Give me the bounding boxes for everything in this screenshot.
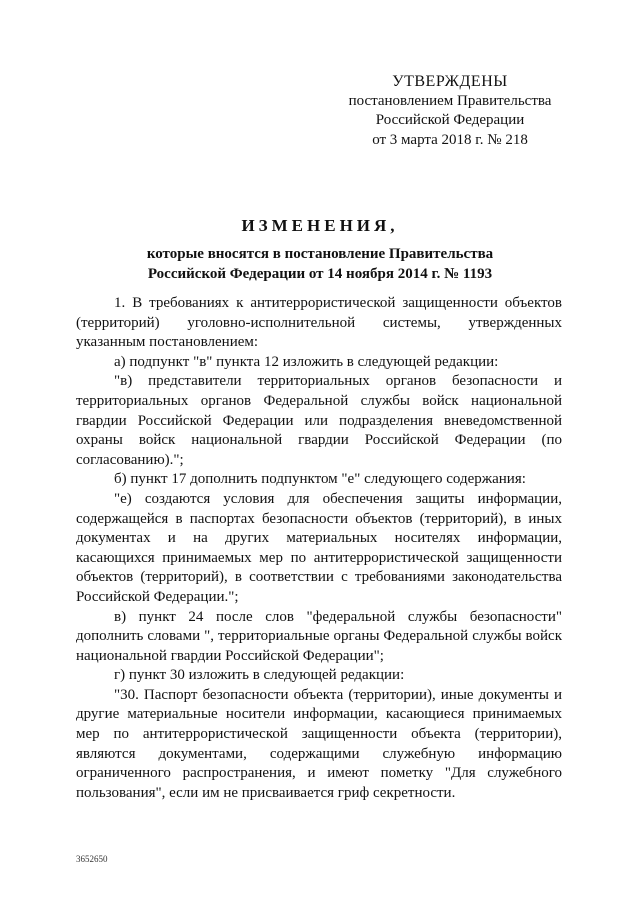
paragraph-g-text: "30. Паспорт безопасности объекта (территории), иные документы и другие материальные носители информации, касающиеся принимаемых мер по антитеррористической защищенности объекта (территории), являются документами, содержащими служебную информацию ограниченного распространения, и имеют пометку "Для служебного пользования", если им не присваивается гриф секретности. (76, 686, 562, 801)
approval-line-resolution: постановлением Правительства (348, 92, 552, 109)
document-title: ИЗМЕНЕНИЯ, (241, 216, 399, 235)
approval-stamp (330, 72, 570, 150)
document-code: 3652650 (76, 854, 108, 864)
paragraph-g: г) пункт 30 изложить в следующей редакции: (114, 667, 405, 684)
document-subtitle (100, 244, 540, 284)
approval-line-government: Российской Федерации (375, 112, 525, 128)
subtitle-line-1: которые вносятся в постановление Правительства (146, 246, 494, 262)
paragraph-b-text: "е) создаются условия для обеспечения защиты информации, содержащейся в паспортах безопасности объектов (территорий), в иных документах и на других материальных носителях информации, касающихся принимаемых мер по антитеррористической защищенности объектов (территорий), в соответствии с требованиями законодательства Российской Федерации."; (76, 490, 562, 605)
subtitle-line-2: Российской Федерации от 14 ноября 2014 г. № 1193 (147, 266, 493, 282)
paragraph-a: а) подпункт "в" пункта 12 изложить в следующей редакции: (114, 353, 499, 370)
paragraph-b: б) пункт 17 дополнить подпунктом "е" следующего содержания: (114, 471, 526, 488)
document-body (76, 294, 562, 803)
paragraph-1: 1. В требованиях к антитеррористической защищенности объектов (территорий) уголовно-исполнительной системы, утвержденных указанным постановлением: (76, 295, 562, 351)
paragraph-v: в) пункт 24 после слов "федеральной службы безопасности" дополнить словами ", территориальные органы Федеральной службы войск национальной гвардии Российской Федерации"; (76, 608, 562, 664)
approval-heading: УТВЕРЖДЕНЫ (392, 73, 508, 90)
paragraph-a-text: "в) представители территориальных органов безопасности и территориальных органов Федеральной службы войск национальной гвардии Российской Федерации или подразделения вневедомственной охраны войск национальной гвардии Российской Федерации (по согласованию)."; (76, 373, 562, 468)
approval-line-date-number: от 3 марта 2018 г. № 218 (372, 131, 528, 148)
